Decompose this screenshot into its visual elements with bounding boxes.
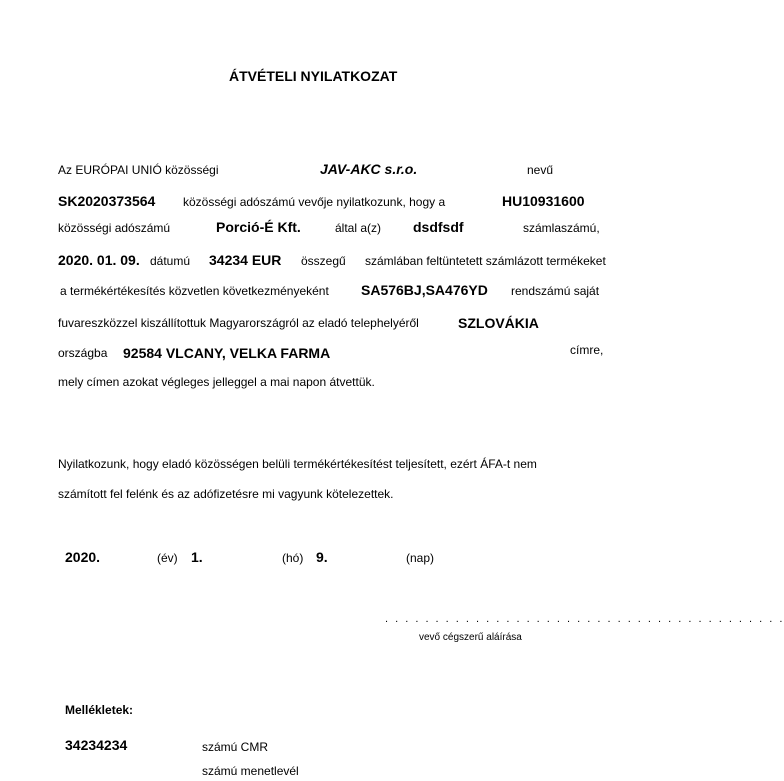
date-month-label: (hó) [282,551,304,565]
line5-text: a termékértékesítés közvetlen következményeként [60,284,329,298]
line4-datum: dátumú [150,254,191,268]
line2-text: közösségi adószámú vevője nyilatkozunk, hogy a [183,195,446,209]
line7-prefix: országba [58,346,108,360]
signature-line: . . . . . . . . . . . . . . . . . . . . . . . . . . . . . . . . . . . . . . . . [385,613,784,625]
statement-line-2: számított fel felénk és az adófizetésre mi vagyunk kötelezettek. [58,487,394,501]
date-year-label: (év) [157,551,178,565]
line7-suffix: címre, [570,343,604,357]
line3-prefix: közösségi adószámú [58,221,171,235]
line4-text: számlában feltüntetett számlázott termékeket [365,254,606,268]
date-day: 9. [316,549,328,565]
attachments-heading: Mellékletek: [65,703,134,717]
statement-line-1: Nyilatkozunk, hogy eladó közösségen belüli termékértékesítést teljesített, ezért ÁFA-t nem [58,457,537,471]
attachment-number: 34234234 [65,737,128,753]
license-plates: SA576BJ,SA476YD [361,282,488,298]
invoice-amount: 34234 EUR [209,252,282,268]
line3-by: által a(z) [335,221,382,235]
date-day-label: (nap) [406,551,435,565]
line8-text: mely címen azokat végleges jelleggel a mai napon átvettük. [58,375,375,389]
attachment-cmr: számú CMR [202,740,269,754]
buyer-vat-id: SK2020373564 [58,193,156,209]
buyer-company: JAV-AKC s.r.o. [320,161,418,177]
line5-suffix: rendszámú saját [511,284,600,298]
intro-nevu: nevű [527,163,554,177]
page-title: ÁTVÉTELI NYILATKOZAT [229,68,398,84]
signature-label: vevő cégszerű aláírása [419,632,522,643]
seller-name: Porció-É Kft. [216,219,301,235]
date-year: 2020. [65,549,101,565]
intro-prefix: Az EURÓPAI UNIÓ közösségi [58,163,219,177]
destination-country: SZLOVÁKIA [458,315,539,331]
attachment-waybill: számú menetlevél [202,764,299,778]
line3-suffix: számlaszámú, [523,221,600,235]
line6-text: fuvareszközzel kiszállítottuk Magyarországról az eladó telephelyéről [58,316,419,330]
invoice-number: dsdfsdf [413,219,464,235]
seller-vat-id: HU10931600 [502,193,585,209]
line4-osszegu: összegű [301,254,346,268]
date-month: 1. [191,549,203,565]
destination-address: 92584 VLCANY, VELKA FARMA [123,345,331,361]
invoice-date: 2020. 01. 09. [58,252,140,268]
